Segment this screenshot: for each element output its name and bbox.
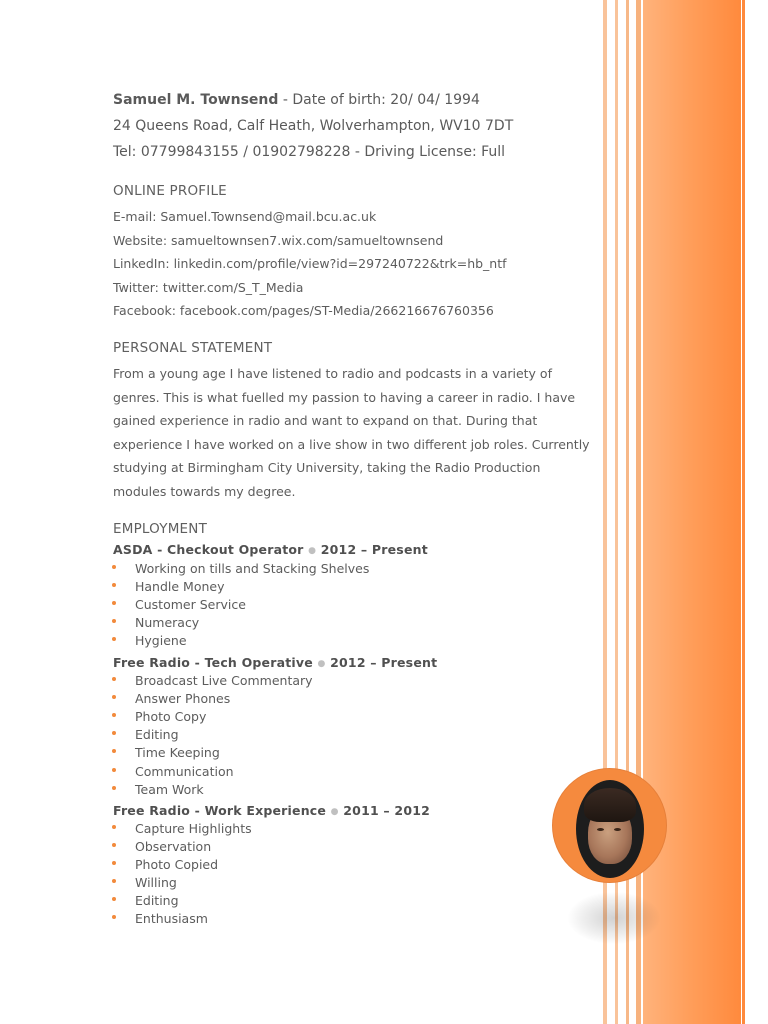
list-item: Observation <box>113 839 211 854</box>
separator-dot: ● <box>330 807 339 817</box>
list-item: Broadcast Live Commentary <box>113 673 313 688</box>
job-dates: 2012 – Present <box>330 655 438 670</box>
bullet-icon <box>112 713 116 717</box>
bullet-icon <box>112 768 116 772</box>
job-title: ASDA - Checkout Operator <box>113 542 304 557</box>
list-item: Handle Money <box>113 579 225 594</box>
list-item: Willing <box>113 875 177 890</box>
bullet-icon <box>112 637 116 641</box>
section-heading-employment: EMPLOYMENT <box>113 521 208 537</box>
profile-photo <box>576 780 644 878</box>
name-line <box>113 92 480 108</box>
separator-dot: ● <box>317 659 326 669</box>
decorative-orange-band <box>643 0 741 1024</box>
photo-hair <box>584 788 636 822</box>
job-dates: 2011 – 2012 <box>343 803 431 818</box>
address: 24 Queens Road, Calf Heath, Wolverhampton, WV10 7DT <box>113 118 514 134</box>
bullet-icon <box>112 695 116 699</box>
list-item: Photo Copied <box>113 857 218 872</box>
job-title-line <box>113 542 428 557</box>
bullet-icon <box>112 677 116 681</box>
photo-eye <box>614 828 621 831</box>
bullet-icon <box>112 915 116 919</box>
bullet-icon <box>112 861 116 865</box>
twitter-link[interactable]: Twitter: twitter.com/S_T_Media <box>113 280 304 295</box>
bullet-icon <box>112 879 116 883</box>
personal-statement-text: From a young age I have listened to radio and podcasts in a variety of genres. This is what fuelled my passion to having a career in radio. I have gained experience in radio and want to expand on that. During that experience I have worked on a live show in two different job roles. Currently studying at Birmingham City University, taking the Radio Production modules towards my degree. <box>113 366 590 499</box>
bullet-icon <box>112 601 116 605</box>
job-title: Free Radio - Work Experience <box>113 803 327 818</box>
bullet-icon <box>112 786 116 790</box>
website-link[interactable]: Website: samueltownsen7.wix.com/samueltownsend <box>113 233 444 248</box>
list-item: Team Work <box>113 782 204 797</box>
bullet-icon <box>112 731 116 735</box>
bullet-icon <box>112 619 116 623</box>
list-item: Time Keeping <box>113 745 220 760</box>
job-dates: 2012 – Present <box>320 542 428 557</box>
facebook-link[interactable]: Facebook: facebook.com/pages/ST-Media/266216676760356 <box>113 303 494 318</box>
bullet-icon <box>112 583 116 587</box>
list-item: Photo Copy <box>113 709 206 724</box>
list-item: Enthusiasm <box>113 911 208 926</box>
list-item: Answer Phones <box>113 691 230 706</box>
date-of-birth: - Date of birth: 20/ 04/ 1994 <box>278 92 480 108</box>
page-margin <box>746 0 768 1024</box>
linkedin-link[interactable]: LinkedIn: linkedin.com/profile/view?id=297240722&trk=hb_ntf <box>113 256 507 271</box>
candidate-name: Samuel M. Townsend <box>113 92 279 108</box>
job-title: Free Radio - Tech Operative <box>113 655 313 670</box>
photo-shadow <box>568 892 660 944</box>
contact-line: Tel: 07799843155 / 01902798228 - Driving License: Full <box>113 144 506 160</box>
list-item: Customer Service <box>113 597 246 612</box>
list-item: Numeracy <box>113 615 199 630</box>
bullet-icon <box>112 749 116 753</box>
bullet-icon <box>112 897 116 901</box>
list-item: Editing <box>113 727 179 742</box>
section-heading-online-profile: ONLINE PROFILE <box>113 183 227 199</box>
bullet-icon <box>112 565 116 569</box>
bullet-icon <box>112 843 116 847</box>
photo-eye <box>597 828 604 831</box>
job-title-line <box>113 655 437 670</box>
bullet-icon <box>112 825 116 829</box>
list-item: Editing <box>113 893 179 908</box>
list-item: Capture Highlights <box>113 821 252 836</box>
section-heading-personal-statement: PERSONAL STATEMENT <box>113 340 273 356</box>
list-item: Hygiene <box>113 633 187 648</box>
list-item: Communication <box>113 764 234 779</box>
list-item: Working on tills and Stacking Shelves <box>113 561 369 576</box>
email-link[interactable]: E-mail: Samuel.Townsend@mail.bcu.ac.uk <box>113 209 377 224</box>
separator-dot: ● <box>308 546 317 556</box>
job-title-line <box>113 803 430 818</box>
decorative-stripe <box>742 0 745 1024</box>
